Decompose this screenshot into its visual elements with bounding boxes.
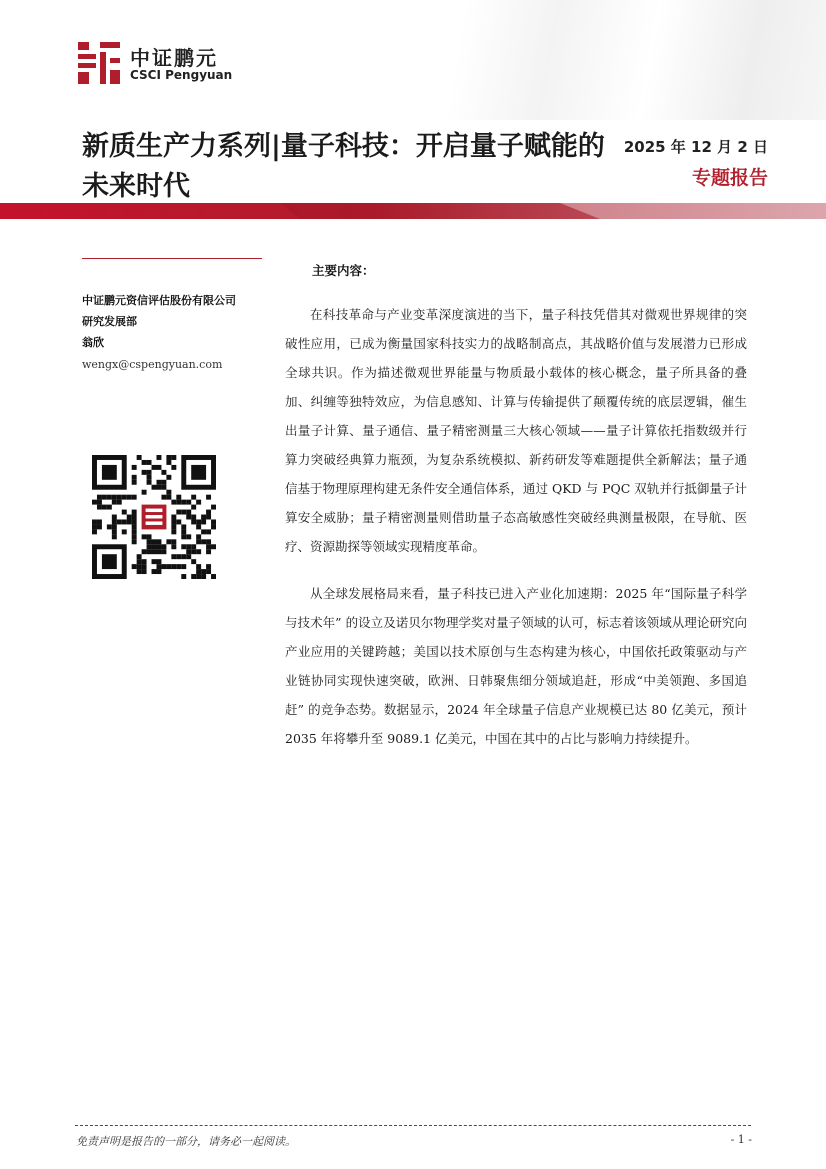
author-name: 翁欣 — [82, 336, 104, 349]
qr-code-icon — [92, 455, 216, 579]
brand-logo-icon — [76, 40, 122, 86]
report-date: 2025 年 12 月 2 日 — [623, 138, 768, 156]
report-type: 专题报告 — [691, 167, 768, 189]
author-info — [82, 290, 236, 353]
paragraph: 从全球发展格局来看，量子科技已进入产业化加速期：2025 年“国际量子科学与技术年” 的设立及诺贝尔物理学奖对量子领域的认可，标志着该领域从理论研究向产业应用的关键跨越；美国以技术原创与生态构建为核心，中国依托政策驱动与产业链协同实现快速突破，欧洲、日韩聚焦细分领域追赶，形成“中美领跑、多国追赶” 的竞争态势。数据显示，2024 年全球量子信息产业规模已达 80 亿美元，预计 2035 年将攀升至 9089.1 亿美元，中国在其中的占比与影响力持续提升。 — [285, 586, 747, 746]
brand-name-en: CSCI Pengyuan — [130, 68, 233, 82]
brand-logo — [76, 40, 276, 90]
brand-name-cn: 中证鹏元 — [130, 46, 218, 70]
sidebar-divider — [82, 258, 262, 259]
author-company: 中证鹏元资信评估股份有限公司 — [82, 294, 236, 307]
author-department: 研究发展部 — [82, 315, 137, 328]
main-content — [285, 300, 747, 771]
page-number: - 1 - — [730, 1133, 752, 1146]
author-email[interactable]: wengx@cspengyuan.com — [82, 358, 223, 371]
report-title: 新质生产力系列|量子科技：开启量子赋能的未来时代 — [82, 131, 605, 202]
decorative-red-band — [0, 203, 826, 219]
footer-disclaimer: 免责声明是报告的一部分，请务必一起阅读。 — [76, 1135, 296, 1148]
footer-divider — [75, 1125, 751, 1126]
paragraph: 在科技革命与产业变革深度演进的当下，量子科技凭借其对微观世界规律的突破性应用，已成为衡量国家科技实力的战略制高点，其战略价值与发展潜力已形成全球共识。作为描述微观世界能量与物质最小载体的核心概念，量子所具备的叠加、纠缠等独特效应，为信息感知、计算与传输提供了颠覆传统的底层逻辑，催生出量子计算、量子通信、量子精密测量三大核心领域——量子计算依托指数级并行算力突破经典算力瓶颈，为复杂系统模拟、新药研发等难题提供全新解法；量子通信基于物理原理构建无条件安全通信体系，通过 QKD 与 PQC 双轨并行抵御量子计算安全威胁；量子精密测量则借助量子态高敏感性突破经典测量极限，在导航、医疗、资源勘探等领域实现精度革命。 — [285, 307, 747, 554]
section-heading: 主要内容： — [312, 263, 375, 278]
